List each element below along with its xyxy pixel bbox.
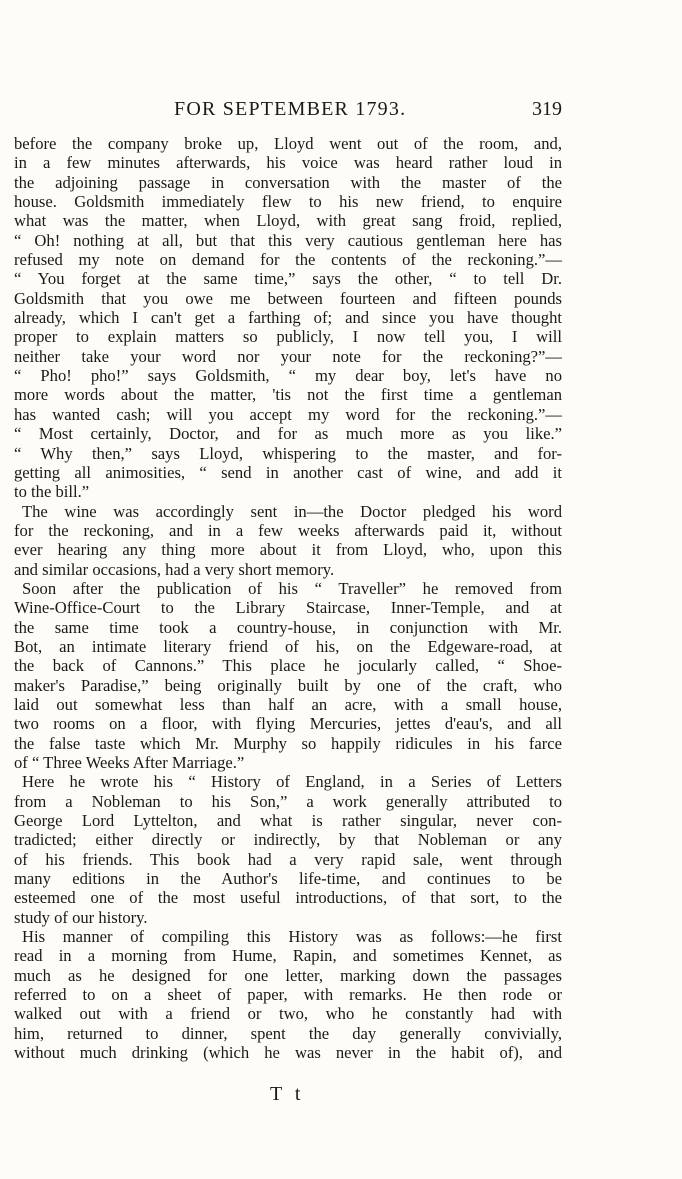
- text-line: the back of Cannons.” This place he jocularly called, “ Shoe-: [14, 656, 562, 676]
- body-text: [14, 134, 562, 1063]
- text-line: already, which I can't get a farthing of; and since you have thought: [14, 308, 562, 328]
- text-line: tradicted; either directly or indirectly, by that Nobleman or any: [14, 830, 562, 850]
- text-line: read in a morning from Hume, Rapin, and sometimes Kennet, as: [14, 946, 562, 966]
- text-line: laid out somewhat less than half an acre, with a small house,: [14, 694, 562, 714]
- text-line: the false taste which Mr. Murphy so happily ridicules in his farce: [14, 733, 562, 753]
- text-line: much as he designed for one letter, marking down the passages: [14, 965, 562, 985]
- text-line: Wine-Office-Court to the Library Staircase, Inner-Temple, and at: [14, 598, 562, 618]
- text-line: house. Goldsmith immediately flew to his new friend, to enquire: [14, 192, 562, 212]
- text-line: more words about the matter, 'tis not the first time a gentleman: [14, 385, 562, 405]
- text-line: him, returned to dinner, spent the day generally convivially,: [14, 1023, 562, 1043]
- running-title: FOR SEPTEMBER 1793.: [174, 98, 407, 120]
- text-line: and similar occasions, had a very short memory.: [14, 559, 335, 579]
- text-line: maker's Paradise,” being originally built by one of the craft, who: [14, 675, 562, 695]
- text-line: “ Pho! pho!” says Goldsmith, “ my dear boy, let's have no: [14, 366, 562, 386]
- text-line: from a Nobleman to his Son,” a work generally attributed to: [14, 791, 562, 811]
- text-line: has wanted cash; will you accept my word for the reckoning.”—: [14, 404, 562, 424]
- text-line: The wine was accordingly sent in—the Doctor pledged his word: [22, 501, 562, 521]
- text-line: of his friends. This book had a very rapid sale, went through: [14, 849, 562, 869]
- text-line: Soon after the publication of his “ Traveller” he removed from: [22, 578, 562, 598]
- text-line: proper to explain matters so publicly, I now tell you, I will: [14, 327, 562, 347]
- text-line: before the company broke up, Lloyd went out of the room, and,: [14, 134, 562, 153]
- text-line: Bot, an intimate literary friend of his, on the Edgeware-road, at: [14, 636, 562, 656]
- text-line: ever hearing any thing more about it from Lloyd, who, upon this: [14, 540, 562, 560]
- signature-mark: T t: [270, 1083, 305, 1105]
- text-line: refused my note on demand for the contents of the reckoning.”—: [14, 250, 562, 270]
- running-head: [14, 98, 562, 124]
- text-line: to the bill.”: [14, 482, 90, 502]
- text-line: getting all animosities, “ send in another cast of wine, and add it: [14, 462, 562, 482]
- text-line: the adjoining passage in conversation with the master of the: [14, 172, 562, 192]
- text-line: “ Why then,” says Lloyd, whispering to the master, and for-: [14, 443, 562, 463]
- text-line: His manner of compiling this History was as follows:—he first: [22, 927, 562, 947]
- text-line: Here he wrote his “ History of England, in a Series of Letters: [22, 772, 562, 792]
- text-line: the same time took a country-house, in conjunction with Mr.: [14, 617, 562, 637]
- text-line: Goldsmith that you owe me between fourteen and fifteen pounds: [14, 288, 562, 308]
- text-line: neither take your word nor your note for the reckoning?”—: [14, 346, 562, 366]
- page-number: 319: [532, 98, 562, 120]
- text-line: for the reckoning, and in a few weeks afterwards paid it, without: [14, 520, 562, 540]
- text-line: in a few minutes afterwards, his voice was heard rather loud in: [14, 153, 562, 173]
- text-line: “ You forget at the same time,” says the other, “ to tell Dr.: [14, 269, 562, 289]
- text-line: two rooms on a floor, with flying Mercuries, jettes d'eau's, and all: [14, 714, 562, 734]
- text-line: walked out with a friend or two, who he constantly had with: [14, 1004, 562, 1024]
- text-line: “ Oh! nothing at all, but that this very cautious gentleman here has: [14, 230, 562, 250]
- text-line: “ Most certainly, Doctor, and for as much more as you like.”: [14, 424, 562, 444]
- text-line: study of our history.: [14, 907, 148, 927]
- text-line: referred to on a sheet of paper, with remarks. He then rode or: [14, 985, 562, 1005]
- text-line: of “ Three Weeks After Marriage.”: [14, 753, 245, 772]
- text-line: what was the matter, when Lloyd, with great sang froid, replied,: [14, 211, 562, 231]
- text-line: many editions in the Author's life-time, and continues to be: [14, 869, 562, 889]
- text-line: George Lord Lyttelton, and what is rather singular, never con-: [14, 811, 562, 831]
- text-line: without much drinking (which he was never in the habit of), and: [14, 1043, 562, 1063]
- text-line: esteemed one of the most useful introductions, of that sort, to the: [14, 888, 562, 908]
